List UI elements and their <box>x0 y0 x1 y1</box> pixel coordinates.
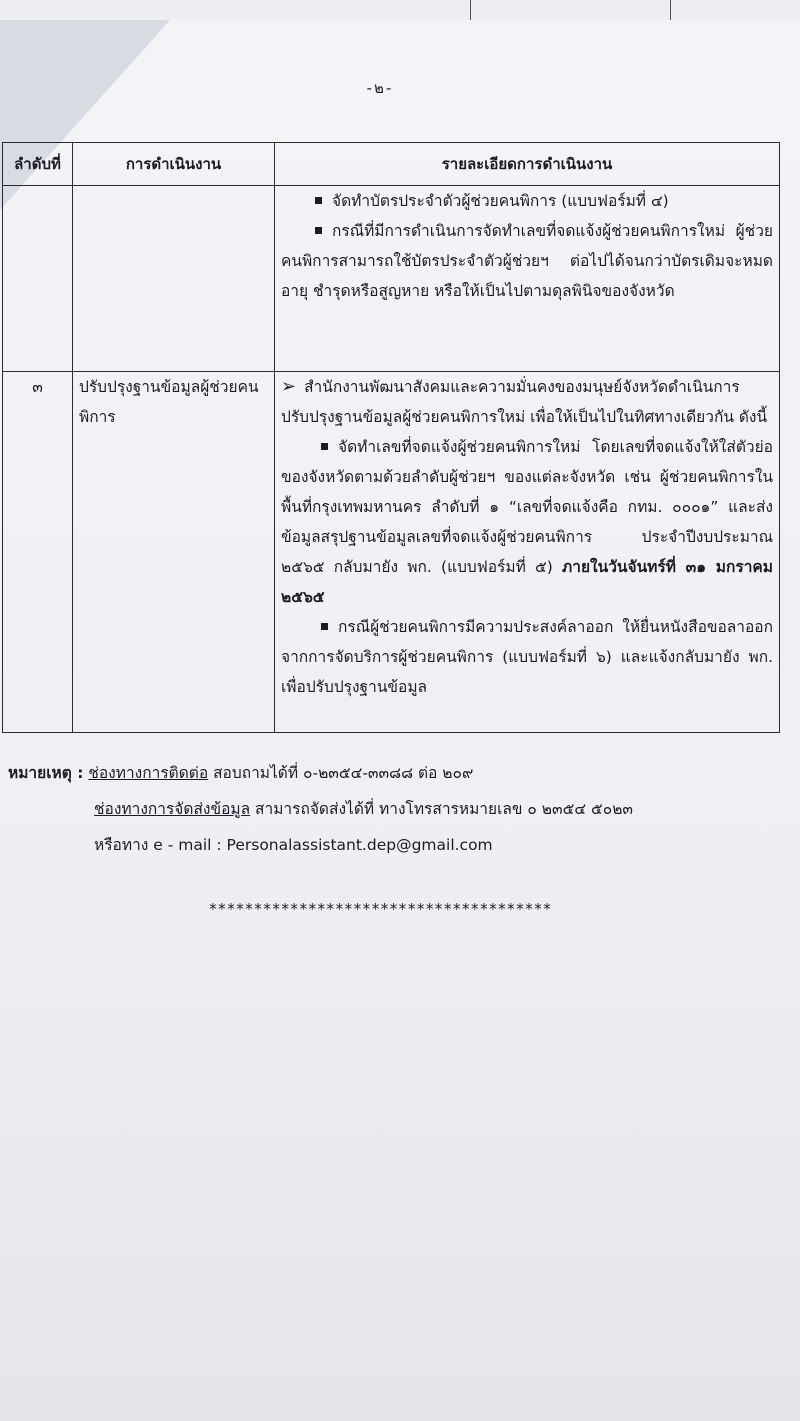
send-text: สามารถจัดส่งได้ที่ ทางโทรสารหมายเลข ๐ ๒๓๕๔ ๕๐๒๓ <box>255 800 634 818</box>
detail-bullet <box>281 612 773 702</box>
footnote-line-contact <box>8 755 798 791</box>
footnote-line-send <box>8 791 798 827</box>
detail-bullet <box>281 216 773 306</box>
send-label: ช่องทางการจัดส่งข้อมูล <box>94 800 251 818</box>
contact-text: สอบถามได้ที่ ๐-๒๓๕๔-๓๓๘๘ ต่อ ๒๐๙ <box>213 764 474 782</box>
operations-table <box>2 142 780 733</box>
page-number: -๒- <box>366 79 394 97</box>
header-no: ลำดับที่ <box>3 143 73 186</box>
square-bullet-icon <box>321 623 328 630</box>
row-operation: ปรับปรุงฐานข้อมูลผู้ช่วยคนพิการ <box>73 372 275 733</box>
footnote-line-email: หรือทาง e - mail : Personalassistant.dep@gmail.com <box>94 836 493 854</box>
detail-bullet <box>281 432 773 612</box>
bullet-text: กรณีผู้ช่วยคนพิการมีความประสงค์ลาออก ให้ยื่นหนังสือขอลาออกจากการจัดบริการผู้ช่วยคนพิการ (แบบฟอร์มที่ ๖) และแจ้งกลับมายัง พก. เพื่อปรับปรุงฐานข้อมูล <box>281 618 773 696</box>
header-operation: การดำเนินงาน <box>73 143 275 186</box>
bullet-text: จัดทำเลขที่จดแจ้งผู้ช่วยคนพิการใหม่ โดยเลขที่จดแจ้งให้ใส่ตัวย่อของจังหวัดตามด้วยลำดับผู้ช่วยฯ ของแต่ละจังหวัด เช่น ผู้ช่วยคนพิการในพื้นที่กรุงเทพมหานคร ลำดับที่ ๑ “เลขที่จดแจ้งคือ กทม. ๐๐๐๑” และส่งข้อมูลสรุปฐานข้อมูลเลขที่จดแจ้งผู้ช่วยคนพิการ ประจำปีงบประมาณ ๒๕๖๕ กลับมายัง พก. (แบบฟอร์มที่ ๕) <box>281 438 773 576</box>
bullet-text: จัดทำบัตรประจำตัวผู้ช่วยคนพิการ (แบบฟอร์มที่ ๔) <box>332 192 669 210</box>
header-detail: รายละเอียดการดำเนินงาน <box>275 143 780 186</box>
bullet-text: กรณีที่มีการดำเนินการจัดทำเลขที่จดแจ้งผู้ช่วยคนพิการใหม่ ผู้ช่วยคนพิการสามารถใช้บัตรประจำตัวผู้ช่วยฯ ต่อไปได้จนกว่าบัตรเดิมจะหมดอายุ ชำรุดหรือสูญหาย หรือให้เป็นไปตามดุลพินิจของจังหวัด <box>281 222 773 300</box>
detail-intro <box>281 372 773 432</box>
deadline-text: ภายในวันจันทร์ที่ ๓๑ มกราคม ๒๕๖๕ <box>281 558 773 606</box>
square-bullet-icon <box>315 197 322 204</box>
detail-bullet <box>281 186 773 216</box>
table-header-row <box>3 143 780 186</box>
table-row <box>3 372 780 733</box>
footnote <box>8 755 798 863</box>
table-row <box>3 186 780 372</box>
divider-stars: ************************************** <box>208 900 552 918</box>
arrow-bullet-icon: ➢ <box>281 376 297 397</box>
square-bullet-icon <box>321 443 328 450</box>
intro-text: สำนักงานพัฒนาสังคมและความมั่นคงของมนุษย์จังหวัดดำเนินการปรับปรุงฐานข้อมูลผู้ช่วยคนพิการใหม่ เพื่อให้เป็นไปในทิศทางเดียวกัน ดังนี้ <box>281 378 768 426</box>
footnote-label: หมายเหตุ : <box>8 764 84 782</box>
row-number <box>3 186 73 372</box>
row-operation <box>73 186 275 372</box>
row-detail <box>275 186 780 372</box>
row-number: ๓ <box>3 372 73 733</box>
square-bullet-icon <box>315 227 322 234</box>
contact-label: ช่องทางการติดต่อ <box>88 764 209 782</box>
row-detail <box>275 372 780 733</box>
